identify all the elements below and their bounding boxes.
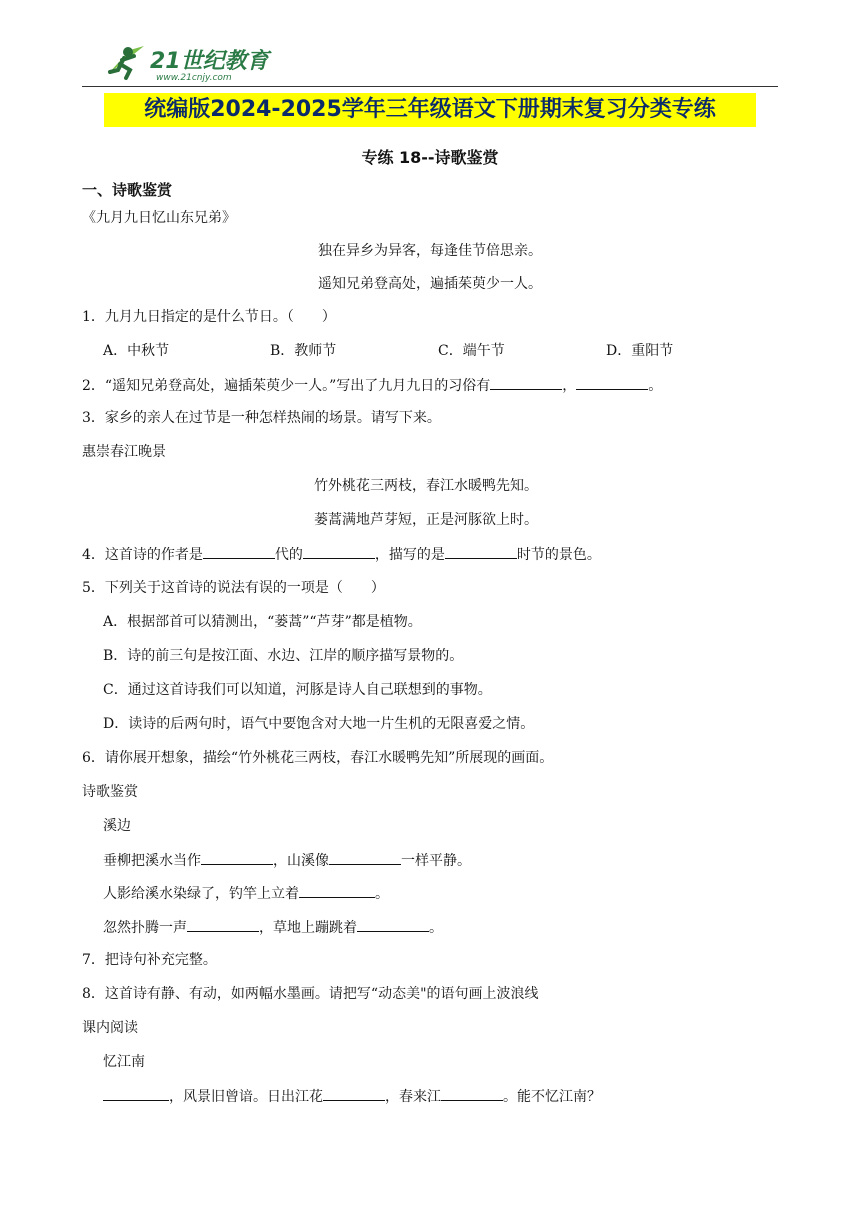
q2-sep: ，	[562, 378, 577, 394]
part3-l1-text-2: ，山溪像	[273, 853, 329, 869]
part3-l3-text-3: 。	[429, 920, 443, 936]
q5-option-a[interactable]: A．根据部首可以猜测出，“蒌蒿”“芦芽”都是植物。	[103, 614, 422, 630]
section-heading: 一、诗歌鉴赏	[82, 181, 173, 199]
logo	[104, 40, 274, 84]
q4	[82, 544, 601, 565]
part3-l1-blank-1[interactable]	[201, 850, 273, 865]
q2-text: 2．“遥知兄弟登高处，遍插茱萸少一人。”写出了九月九日的习俗有	[82, 378, 491, 394]
poem1-line2: 遥知兄弟登高处，遍插茱萸少一人。	[318, 276, 542, 292]
part3-l2-text-2: 。	[375, 886, 389, 902]
part4-text-2: ，春来江	[385, 1089, 441, 1105]
q1-option-d[interactable]: D．重阳节	[606, 343, 674, 359]
part3-poem-title: 溪边	[103, 818, 131, 834]
part4-text-3: 。能不忆江南？	[503, 1089, 601, 1105]
poem1-line1: 独在异乡为异客，每逢佳节倍思亲。	[318, 243, 542, 259]
q2-blank-2[interactable]	[576, 375, 648, 390]
q4-blank-2[interactable]	[303, 544, 375, 559]
part3-l3-text-1: 忽然扑腾一声	[103, 920, 187, 936]
q1-option-c[interactable]: C．端午节	[438, 343, 505, 359]
part3-l2-blank[interactable]	[299, 883, 375, 898]
header-rule	[82, 86, 778, 87]
banner-title: 统编版2024-2025学年三年级语文下册期末复习分类专练	[104, 93, 756, 127]
q2	[82, 375, 662, 396]
part3-label: 诗歌鉴赏	[82, 784, 138, 800]
q7-text: 7．把诗句补充完整。	[82, 952, 217, 968]
q5-option-d[interactable]: D．读诗的后两句时，语气中要饱含对大地一片生机的无限喜爱之情。	[103, 716, 535, 732]
q3-text: 3．家乡的亲人在过节是一种怎样热闹的场景。请写下来。	[82, 410, 441, 426]
poem1-title: 《九月九日忆山东兄弟》	[82, 210, 236, 226]
part3-line1	[103, 850, 471, 871]
q4-text-2: 代的	[274, 547, 303, 563]
q2-end: 。	[648, 378, 663, 394]
q1-text: 1．九月九日指定的是什么节日。（ ）	[82, 309, 336, 325]
part4-blank-3[interactable]	[441, 1086, 503, 1101]
q4-blank-1[interactable]	[203, 544, 275, 559]
q4-blank-3[interactable]	[445, 544, 517, 559]
q6-text: 6．请你展开想象，描绘“竹外桃花三两枝，春江水暖鸭先知”所展现的画面。	[82, 750, 554, 766]
part3-line2	[103, 883, 389, 904]
part4-poem-title: 忆江南	[103, 1054, 145, 1070]
part4-blank-1[interactable]	[103, 1086, 169, 1101]
logo-main-text: 21世纪教育	[150, 49, 269, 74]
poem2-line1: 竹外桃花三两枝，春江水暖鸭先知。	[314, 478, 538, 494]
q1-option-a[interactable]: A．中秋节	[103, 343, 170, 359]
poem2-title: 惠崇春江晚景	[82, 444, 166, 460]
part3-l1-text-3: 一样平静。	[401, 853, 471, 869]
part3-l3-blank-2[interactable]	[357, 917, 429, 932]
q2-blank-1[interactable]	[490, 375, 562, 390]
q5-text: 5．下列关于这首诗的说法有误的一项是（ ）	[82, 580, 385, 596]
subtitle: 专练 18--诗歌鉴赏	[361, 148, 499, 167]
q5-option-b[interactable]: B．诗的前三句是按江面、水边、江岸的顺序描写景物的。	[103, 648, 464, 664]
part3-l2-text-1: 人影给溪水染绿了，钓竿上立着	[103, 886, 299, 902]
q8-text: 8．这首诗有静、有动，如两幅水墨画。请把写“动态美"的语句画上波浪线	[82, 986, 539, 1002]
part3-line3	[103, 917, 443, 938]
part3-l3-text-2: ，草地上蹦跳着	[259, 920, 357, 936]
runner-logo-icon	[104, 40, 274, 84]
logo-sub-text: www.21cnjy.com	[156, 73, 232, 83]
part3-l1-text-1: 垂柳把溪水当作	[103, 853, 201, 869]
q5-option-c[interactable]: C．通过这首诗我们可以知道，河豚是诗人自己联想到的事物。	[103, 682, 492, 698]
part3-l3-blank-1[interactable]	[187, 917, 259, 932]
poem2-line2: 蒌蒿满地芦芽短，正是河豚欲上时。	[314, 512, 538, 528]
q4-text-4: 时节的景色。	[516, 547, 601, 563]
part3-l1-blank-2[interactable]	[329, 850, 401, 865]
q1-option-b[interactable]: B．教师节	[270, 343, 337, 359]
part4-blank-2[interactable]	[323, 1086, 385, 1101]
q4-text-1: 4．这首诗的作者是	[82, 547, 203, 563]
part4-text-1: ，风景旧曾谙。日出江花	[169, 1089, 323, 1105]
part4-line	[103, 1086, 601, 1107]
q4-text-3: ，描写的是	[374, 547, 445, 563]
part4-label: 课内阅读	[82, 1020, 138, 1036]
